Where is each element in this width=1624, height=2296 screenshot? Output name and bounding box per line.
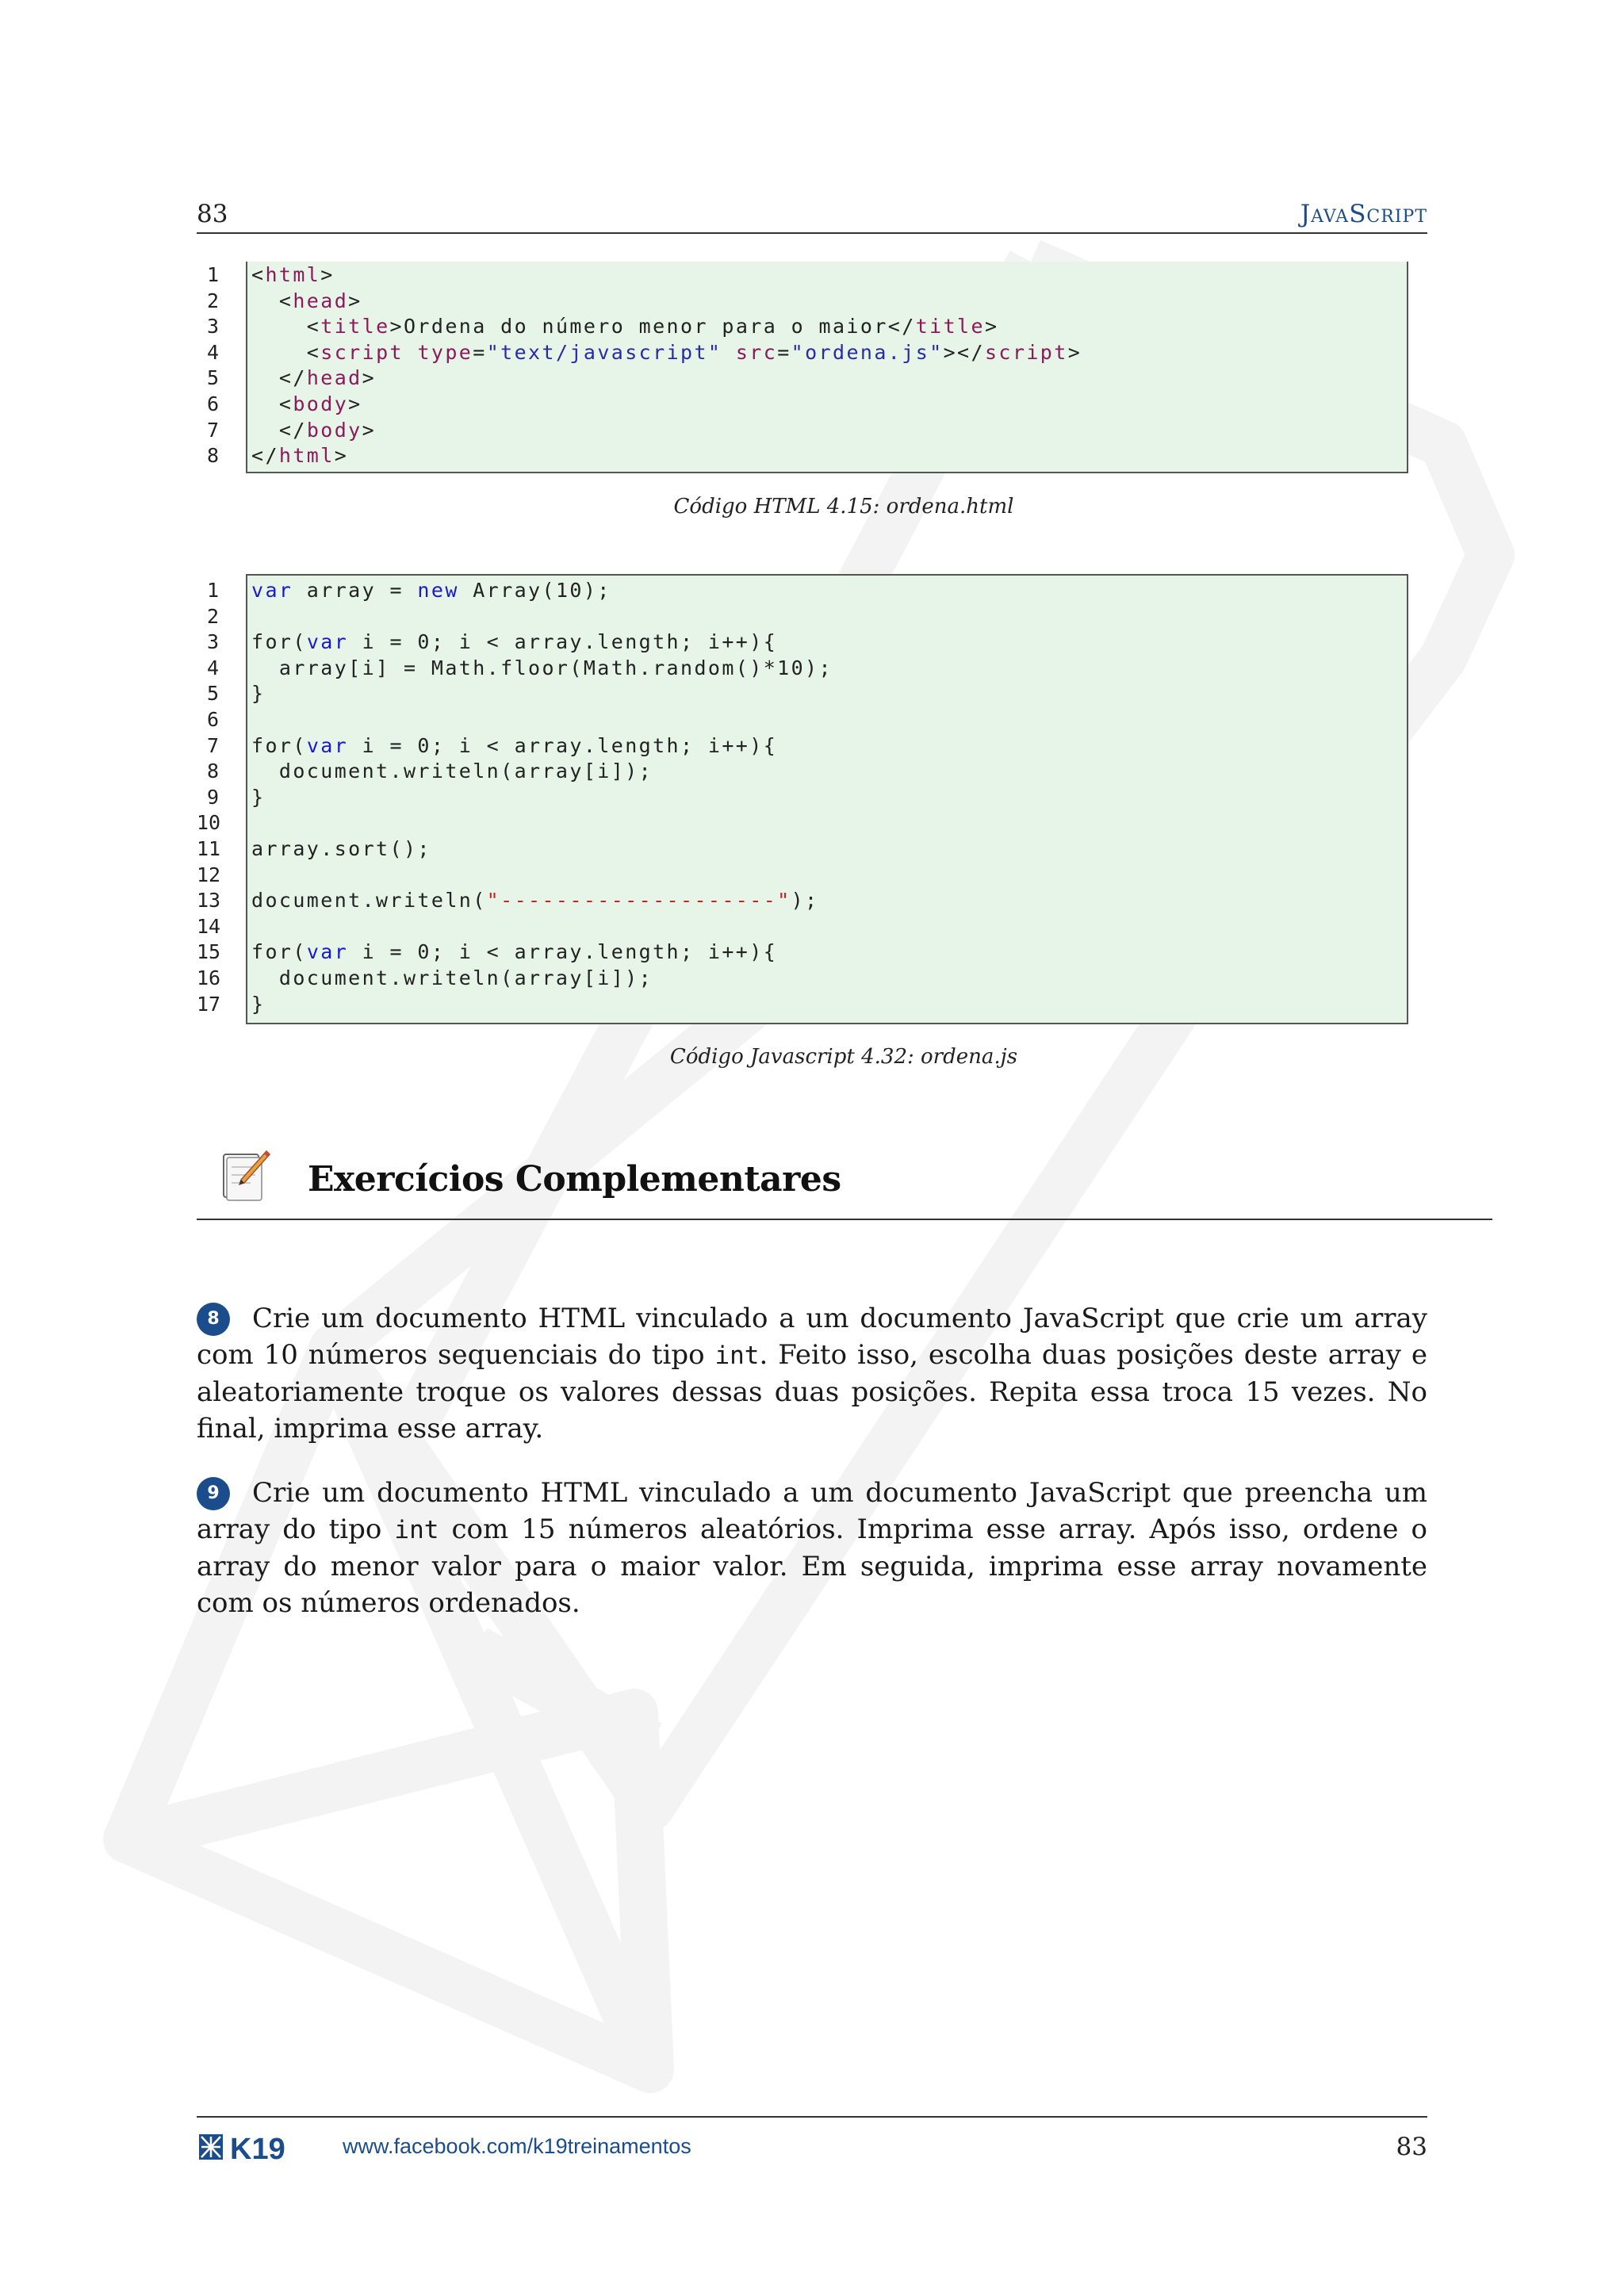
code-text [251,939,777,965]
code-caption-js: Código Javascript 4.32: ordena.js [669,1045,1018,1069]
code-token: > [362,418,377,442]
code-token: >Ordena do número menor para o maior</ [389,315,916,339]
line-number: 13 [197,889,221,913]
line-number: 9 [206,785,219,809]
footer-url-link[interactable]: www.facebook.com/k19treinamentos [343,2134,691,2158]
exercise-9 [197,1475,1427,1621]
code-text [251,313,998,339]
code-token: < [251,392,293,415]
code-token: for( [251,940,307,964]
code-line [197,417,1408,443]
code-token [722,341,735,364]
line-number: 2 [206,289,219,312]
code-listing-js [197,574,1408,1026]
exercise-number-badge: 8 [197,1303,230,1336]
code-line [197,706,1408,733]
exercise-text: Crie um documento HTML vinculado a um documento JavaScript que crie um array com 10 números sequenciais do tipo [197,1303,1427,1371]
code-line [197,991,1408,1017]
code-caption-html: Código HTML 4.15: ordena.html [673,495,1014,519]
code-line [197,939,1408,965]
line-number: 7 [206,418,219,442]
line-number: 10 [197,811,221,835]
code-token: body [293,392,349,415]
code-token: } [251,682,266,706]
code-token: } [251,785,266,809]
code-token: } [251,992,266,1016]
code-text [251,288,362,314]
code-line [197,680,1408,706]
header-chapter-title: JavaScript [1300,200,1427,228]
code-text [251,365,376,391]
code-token: < [251,315,321,339]
code-line [197,913,1408,939]
code-token: var [306,940,349,964]
footer-page-number: 83 [1396,2133,1427,2161]
code-token: head [293,289,349,312]
code-token: = [473,340,487,364]
code-line [197,862,1408,888]
code-token: title [320,315,390,339]
code-token: > [362,366,377,390]
code-token: head [306,366,362,390]
code-text [251,391,362,417]
code-text [251,965,653,991]
code-line [197,288,1408,314]
code-token: new [417,579,459,602]
section-rule [197,1219,1492,1220]
code-token: body [306,418,362,442]
line-number: 2 [206,604,219,628]
code-token: > [1067,340,1082,364]
header-rule [197,232,1427,234]
exercise-text: Crie um documento HTML vinculado a um documento JavaScript que preencha um array do tipo [197,1477,1427,1545]
code-token: document.writeln(array[i]); [251,966,653,989]
code-token: </ [251,444,279,468]
code-line [197,809,1408,836]
line-number: 17 [197,992,221,1016]
code-line [197,758,1408,784]
exercise-text: com 15 números aleatórios. Imprima esse array. Após isso, ordene o array do menor valor para o maior valor. Em seguida, imprima esse array novamente com os números ordenados. [197,1513,1427,1619]
line-number: 4 [206,340,219,364]
code-token: > [984,315,999,339]
code-token: > [320,263,335,286]
code-token: "--------------------" [486,889,791,913]
code-line [197,887,1408,913]
code-text [251,262,335,288]
code-line [197,391,1408,417]
line-number: 3 [206,630,219,654]
code-token: Array(10); [458,579,611,602]
code-line [197,629,1408,655]
line-number: 8 [206,444,219,468]
code-text [251,442,348,469]
line-number: 5 [206,366,219,390]
code-line [197,577,1408,603]
line-number: 14 [197,914,221,938]
code-text [251,887,819,913]
line-number: 5 [206,682,219,706]
code-line [197,442,1408,469]
svg-text:K19: K19 [230,2133,285,2163]
line-number: 16 [197,966,221,989]
footer-rule [197,2116,1427,2118]
code-token: > [334,444,349,468]
code-token: "text/javascript" [486,340,722,364]
code-token: html [278,444,335,468]
code-token: document.writeln( [251,889,487,913]
code-token: i = 0; i < array.length; i++){ [348,940,778,964]
code-text [251,836,431,862]
section-title: Exercícios Complementares [308,1159,841,1200]
code-text [251,991,265,1017]
code-token: html [265,263,321,286]
code-token: = [777,340,791,364]
code-token: script [320,340,404,364]
code-token: var [251,579,293,602]
code-line [197,603,1408,629]
code-text [251,417,376,443]
code-line [197,784,1408,810]
code-line [197,655,1408,681]
code-line [197,733,1408,759]
code-token: i = 0; i < array.length; i++){ [348,630,778,654]
code-line [197,965,1408,991]
line-number: 15 [197,940,221,964]
code-token: var [306,733,349,757]
code-line [197,313,1408,339]
line-number: 3 [206,315,219,339]
k19-logo [198,2133,319,2163]
exercise-text: . Feito isso, escolha duas posições deste array e aleatoriamente troque os valores dessas duas posições. Repita essa troca 15 vezes. No final, imprima esse array. [197,1339,1428,1445]
code-token: document.writeln(array[i]); [251,760,653,783]
pencil-notepad-icon [220,1148,271,1202]
code-text [251,680,265,706]
code-token: "ordena.js" [791,340,944,364]
code-token: var [306,630,349,654]
line-number: 4 [206,656,219,679]
code-token: ); [791,889,819,913]
code-text [251,733,777,759]
code-token: for( [251,630,307,654]
line-number: 11 [197,837,221,860]
header-page-number: 83 [197,200,228,228]
code-text [251,577,611,603]
code-token: script [984,340,1068,364]
code-token: array = [293,579,418,602]
inline-code: int [714,1341,760,1370]
exercise-8 [197,1300,1427,1447]
line-number: 8 [206,760,219,783]
code-token: > [348,392,362,415]
line-number: 12 [197,863,221,886]
line-number: 1 [206,263,219,286]
code-token: title [915,315,985,339]
code-line [197,262,1408,288]
code-token: array.sort(); [251,837,431,860]
code-line [197,365,1408,391]
code-text [251,339,1082,365]
inline-code: int [394,1516,439,1544]
code-text [251,784,265,810]
code-token: < [251,340,321,364]
code-token: src [735,340,778,364]
code-token: < [251,263,266,286]
code-text [251,629,777,655]
code-token: > [348,289,362,312]
line-number: 7 [206,733,219,757]
code-listing-html [197,262,1408,476]
code-token [404,341,417,364]
code-token: i = 0; i < array.length; i++){ [348,733,778,757]
code-token: for( [251,733,307,757]
code-token: ></ [943,340,985,364]
code-line [197,836,1408,862]
code-token: </ [251,418,307,442]
code-token: </ [251,366,307,390]
code-line [197,339,1408,365]
code-text [251,655,833,681]
exercise-number-badge: 9 [197,1477,230,1510]
code-text [251,758,653,784]
code-token: < [251,289,293,312]
code-token: type [417,340,473,364]
line-number: 1 [206,579,219,602]
line-number: 6 [206,708,219,731]
code-token: array[i] = Math.floor(Math.random()*10); [251,656,833,679]
line-number: 6 [206,392,219,415]
